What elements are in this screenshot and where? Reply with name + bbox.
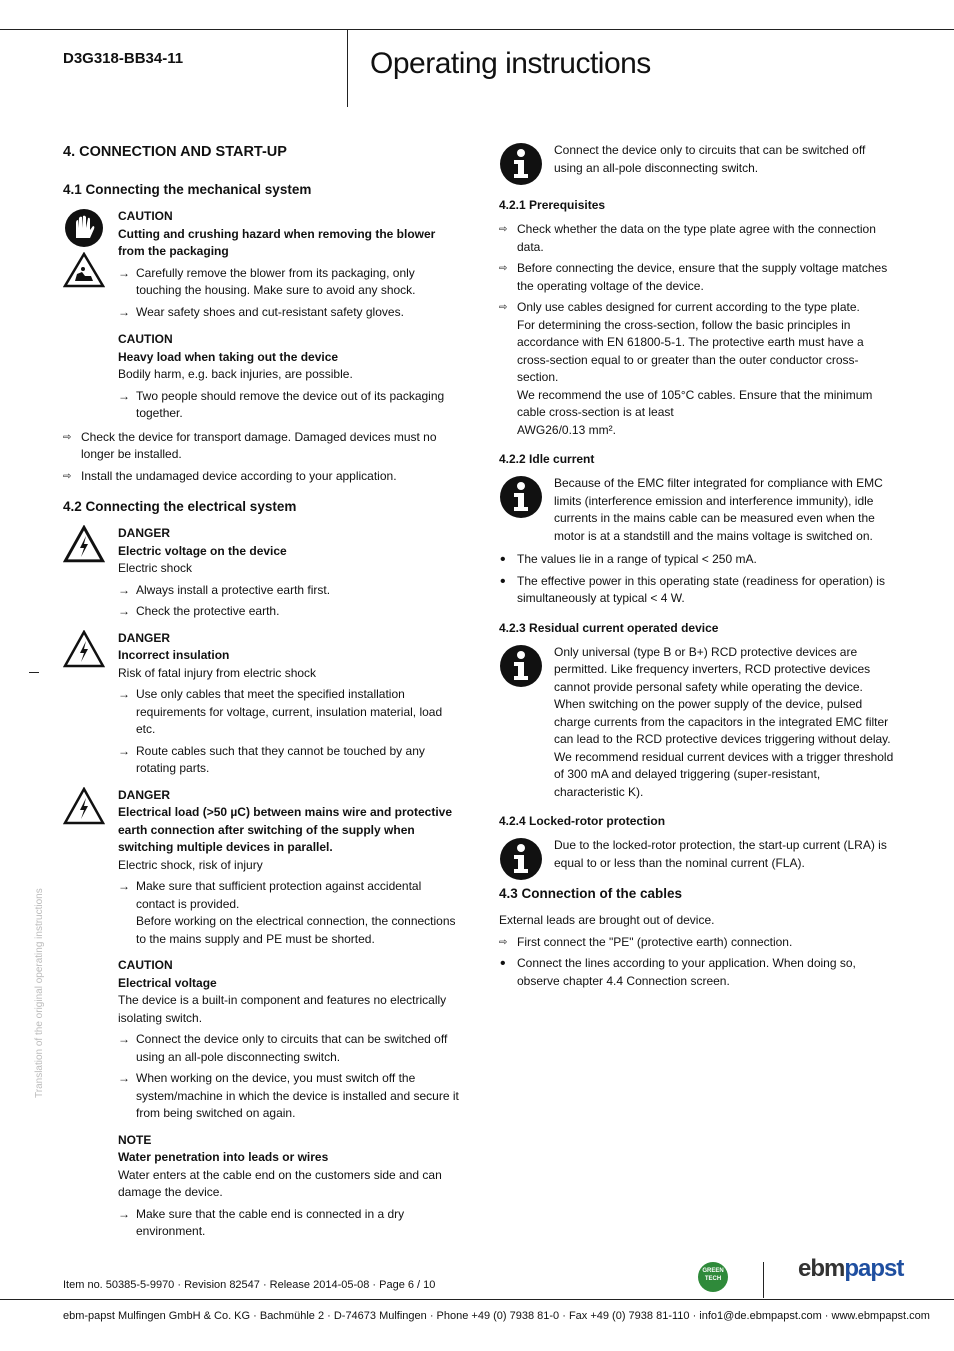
danger-text: Electric shock, risk of injury bbox=[118, 857, 263, 872]
instruction: → Check the protective earth. bbox=[118, 604, 280, 618]
caution-heading: Electrical voltage bbox=[118, 975, 217, 990]
instruction: → Make sure that the cable end is connected in a dry environment. bbox=[118, 1206, 405, 1238]
instruction: → Connect the device only to circuits that can be switched off using an all-pole disconnecting switch. bbox=[118, 1032, 448, 1064]
caution-heading: Heavy load when taking out the device bbox=[118, 349, 339, 364]
danger-text: Electric shock bbox=[118, 561, 193, 575]
info-text: Only universal (type B or B+) RCD protective devices are permitted. Like frequency inverters, RCD protective devices cannot provide personal safety while operating the device. When switching on the power supply of the device, pulsed charge currents from the capacitors in the integrated EMC filter can lead to the RCD protective devices triggering without delay. We recommend residual current devices with a trigger threshold of 300 mA and delayed triggering (super-resistant, characteristic K). bbox=[554, 644, 894, 799]
danger-insulation bbox=[63, 630, 463, 778]
caution-text: Bodily harm, e.g. back injuries, are possible. bbox=[118, 367, 353, 381]
info-locked-rotor bbox=[499, 837, 894, 872]
sidebar-note: Translation of the original operating instructions bbox=[34, 888, 45, 1098]
body-text: External leads are brought out of device. bbox=[499, 913, 715, 927]
instruction: → Two people should remove the device out of its packaging together. bbox=[118, 388, 445, 420]
footer-divider bbox=[763, 1262, 764, 1298]
high-voltage-icon bbox=[63, 525, 105, 569]
caution-heading: Cutting and crushing hazard when removing the blower from the packaging bbox=[118, 226, 436, 258]
caution-cutting bbox=[63, 208, 463, 321]
list-item: ⇨ Check whether the data on the type plate agree with the connection data. bbox=[499, 222, 876, 254]
note-water bbox=[63, 1132, 463, 1241]
list-item: ⇨ Install the undamaged device according to your application. bbox=[63, 468, 397, 483]
header-divider bbox=[347, 29, 348, 107]
high-voltage-icon bbox=[63, 630, 105, 674]
note-heading: Water penetration into leads or wires bbox=[118, 1150, 329, 1164]
info-icon bbox=[499, 142, 543, 192]
instruction: → Use only cables that meet the specified installation requirements for voltage, current, insulation material, load etc. bbox=[118, 687, 443, 736]
caution-electrical-voltage bbox=[63, 957, 463, 1123]
instruction: → When working on the device, you must switch off the system/machine in which the device is installed and secure it from being switched on again. bbox=[118, 1071, 459, 1120]
info-text: Due to the locked-rotor protection, the start-up current (LRA) is equal to or less than the nominal current (FLA). bbox=[554, 838, 887, 870]
caution-heavy-load bbox=[63, 331, 463, 423]
list-item: • The values lie in a range of typical < 250 mA. bbox=[500, 551, 757, 568]
list-item: ⇨ Before connecting the device, ensure that the supply voltage matches the operating voltage of the device. bbox=[499, 261, 888, 293]
gloves-icon bbox=[63, 208, 105, 254]
note-label: NOTE bbox=[118, 1132, 152, 1147]
right-column bbox=[499, 142, 894, 994]
section-heading-4: 4. CONNECTION AND START-UP bbox=[63, 144, 287, 160]
section-heading-4-2: 4.2 Connecting the electrical system bbox=[63, 499, 297, 514]
info-switch bbox=[499, 142, 894, 177]
section-heading-4-2-3: 4.2.3 Residual current operated device bbox=[499, 620, 719, 635]
info-icon bbox=[499, 475, 543, 525]
instruction: → Always install a protective earth first. bbox=[118, 582, 331, 597]
section-heading-4-2-4: 4.2.4 Locked-rotor protection bbox=[499, 814, 666, 828]
info-rcd bbox=[499, 644, 894, 802]
danger-heading: Electrical load (>50 µC) between mains wire and protective earth connection after switching of the supply when switching multiple devices in parallel. bbox=[118, 805, 453, 854]
company-info: ebm-papst Mulfingen GmbH & Co. KG · Bachmühle 2 · D-74673 Mulfingen · Phone +49 (0) 7938 81-0 · Fax +49 (0) 7938 81-110 · info1@de.ebmpapst.com · www.ebmpapst.com bbox=[63, 1310, 930, 1322]
list-item: ⇨ Check the device for transport damage. Damaged devices must no longer be installed. bbox=[63, 429, 437, 461]
left-column bbox=[63, 142, 463, 1247]
high-voltage-icon bbox=[63, 787, 105, 831]
section-heading-4-2-1: 4.2.1 Prerequisites bbox=[499, 198, 606, 212]
header-top-rule bbox=[0, 29, 954, 30]
page-title: Operating instructions bbox=[370, 47, 651, 80]
info-icon bbox=[499, 644, 543, 694]
info-text: Connect the device only to circuits that can be switched off using an all-pole disconnecting switch. bbox=[554, 143, 866, 175]
model-number: D3G318-BB34-11 bbox=[63, 50, 184, 67]
margin-tick bbox=[29, 672, 39, 673]
caution-label: CAUTION bbox=[118, 209, 173, 223]
danger-heading: Incorrect insulation bbox=[118, 648, 230, 662]
danger-text: Risk of fatal injury from electric shock bbox=[118, 665, 317, 680]
section-heading-4-1: 4.1 Connecting the mechanical system bbox=[63, 182, 312, 197]
item-info: Item no. 50385-5-9970 · Revision 82547 · Release 2014-05-08 · Page 6 / 10 bbox=[63, 1279, 436, 1291]
danger-electrical-load bbox=[63, 787, 463, 949]
info-idle-current bbox=[499, 475, 894, 545]
instruction: → Carefully remove the blower from its packaging, only touching the housing. Make sure to avoid any shock. bbox=[118, 265, 416, 297]
caution-label: CAUTION bbox=[118, 958, 173, 972]
danger-label: DANGER bbox=[118, 630, 171, 645]
info-text: Because of the EMC filter integrated for compliance with EMC limits (interference emission and interference immunity), idle currents in the mains cable can be measured even when the motor is at a standstill and the mains voltage is switched on. bbox=[554, 476, 883, 543]
list-item: • Connect the lines according to your application. When doing so, observe chapter 4.4 Connection screen. bbox=[500, 955, 856, 988]
info-icon bbox=[499, 837, 543, 887]
list-item: ⇨ First connect the "PE" (protective earth) connection. bbox=[499, 934, 793, 949]
section-heading-4-3: 4.3 Connection of the cables bbox=[499, 886, 683, 901]
caution-text: The device is a built-in component and features no electrically isolating switch. bbox=[118, 993, 447, 1025]
danger-heading: Electric voltage on the device bbox=[118, 543, 287, 558]
section-heading-4-2-2: 4.2.2 Idle current bbox=[499, 452, 595, 466]
caution-label: CAUTION bbox=[118, 332, 173, 346]
danger-label: DANGER bbox=[118, 526, 171, 540]
danger-label: DANGER bbox=[118, 787, 171, 802]
ebmpapst-logo: ebmpapst bbox=[798, 1255, 904, 1282]
danger-voltage bbox=[63, 525, 463, 621]
green-tech-badge: GREEN TECH bbox=[698, 1262, 728, 1292]
instruction: → Route cables such that they cannot be touched by any rotating parts. bbox=[118, 743, 425, 775]
list-item: ⇨ Only use cables designed for current according to the type plate. For determining the cross-section, follow the basic principles in accordance with EN 61800-5-1. The protective earth must have a cross-section equal to or greater than the outer conductor cross-section. We recommend the use of 105°C cables. Ensure that the minimum cable cross-section is at least AWG26/0.13 mm². bbox=[499, 300, 873, 437]
instruction: → Make sure that sufficient protection against accidental contact is provided. Before working on the electrical connection, the connections to the mains supply and PE must be shorted. bbox=[118, 879, 456, 946]
note-text: Water enters at the cable end on the customers side and can damage the device. bbox=[118, 1167, 442, 1199]
footer-rule bbox=[0, 1299, 954, 1300]
crush-warning-icon bbox=[63, 252, 105, 294]
list-item: • The effective power in this operating state (readiness for operation) is simultaneously at typical < 4 W. bbox=[500, 572, 885, 605]
instruction: → Wear safety shoes and cut-resistant safety gloves. bbox=[118, 304, 404, 319]
